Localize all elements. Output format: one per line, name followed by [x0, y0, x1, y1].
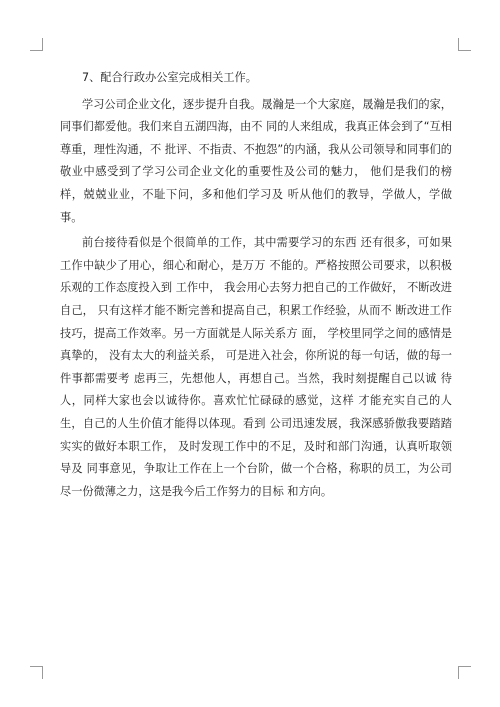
paragraph-company-culture: 学习公司企业文化，逐步提升自我。晟瀚是一个大家庭，晟瀚是我们的家，同事们都爱他。我们来自五湖四海，由不 同的人来组成，我真正体会到了“互相尊重，理性沟通，不 批评、不指责、不抱怨”的内涵，我从公司领导和同事们的 敬业中感受到了学习公司企业文化的重要性及公司的魅力， 他们是我们的榜样，兢兢业业，不耻下问，多和他们学习及 听从他们的教导，学做人，学做事。 [60, 97, 452, 224]
crop-mark-bottom-left [30, 666, 43, 679]
section-heading: 7、配合行政办公室完成相关工作。 [82, 71, 257, 84]
paragraph-front-desk: 前台接待看似是个很简单的工作，其中需要学习的东西 还有很多，可如果工作中缺少了用心，细心和耐心，是万万 不能的。严格按照公司要求，以积极乐观的工作态度投入到 工作中， 我会用心去努力把自己的工作做好， 不断改进自己， 只有这样才能不断完善和提高自己，积累工作经验，从而不 断改进工作技巧，提高工作效率。另一方面就是人际关系方 面， 学校里同学之间的感情是真挚的， 没有太大的利益关系， 可是进入社会，你所说的每一句话，做的每一件事都需要考 虑再三，先想他人，再想自己。当然，我时刻提醒自己以诚 待人，同样大家也会以诚待你。喜欢忙忙碌碌的感觉，这样 才能充实自己的人生，自己的人生价值才能得以体现。看到 公司迅速发展，我深感骄傲我要踏踏实实的做好本职工作， 及时发现工作中的不足，及时和部门沟通，认真听取领导及 同事意见，争取让工作在上一个台阶，做一个合格，称职的员工，为公司尽一份微薄之力，这是我今后工作努力的目标 和方向。 [60, 236, 452, 498]
document-body [60, 67, 452, 503]
crop-mark-bottom-right [458, 666, 471, 679]
crop-mark-top-right [458, 38, 471, 51]
crop-mark-top-left [30, 38, 43, 51]
